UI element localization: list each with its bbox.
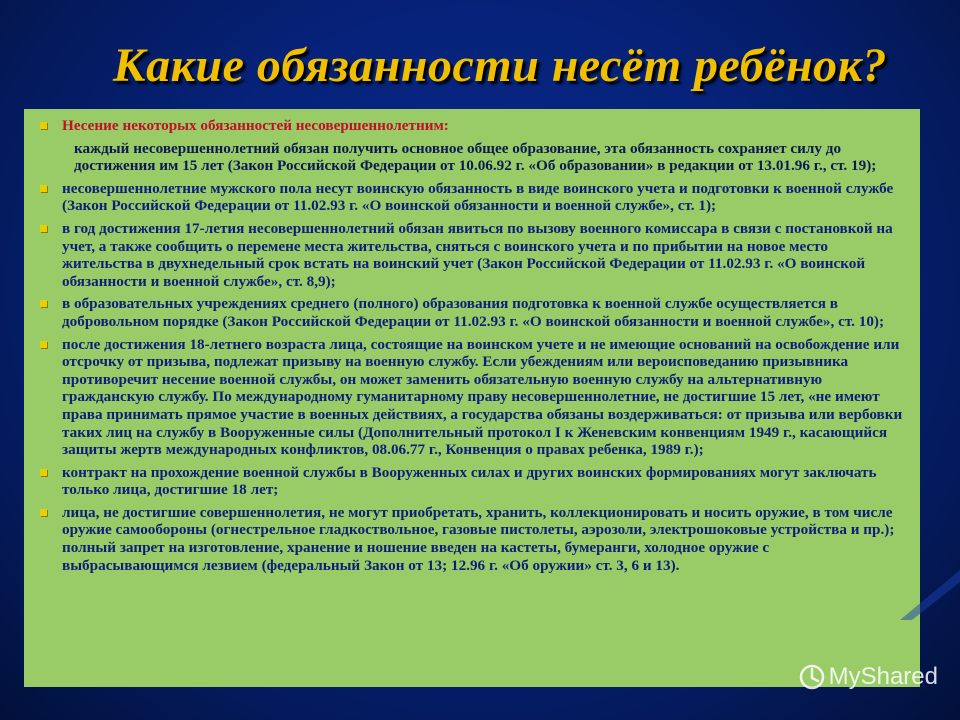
watermark	[799, 660, 938, 694]
list-item	[34, 180, 906, 215]
slide-title: Какие обязанности несёт ребёнок?	[113, 39, 887, 92]
bullet-icon	[40, 341, 47, 348]
list-item	[34, 336, 906, 459]
bullet-icon	[40, 225, 47, 232]
bullet-icon	[40, 122, 47, 129]
bullet-icon	[40, 300, 47, 307]
bullet-icon	[40, 509, 47, 516]
sub-text: каждый несовершеннолетний обязан получить основное общее образование, эта обязанность сохраняет силу до достижения им 15 лет (Закон Российской Федерации от 10.06.92 г. «Об образовании» в редакции от 13.01.96 г., ст. 19);	[74, 139, 877, 175]
intro-text: Несение некоторых обязанностей несовершеннолетним:	[62, 117, 449, 134]
sub-paragraph	[34, 140, 906, 175]
bullet-icon	[40, 185, 47, 192]
list-item-text: в образовательных учреждениях среднего (полного) образования подготовка к военной службе осуществляется в добровольном порядке (Закон Российской Федерации от 11.02.93 г. «О воинской обязанности и военной службе», ст. 10);	[62, 295, 885, 330]
watermark-logo-icon	[799, 664, 825, 690]
list-item-text: в год достижения 17-летия несовершеннолетний обязан явиться по вызову военного комиссара в связи с постановкой на учет, а также сообщить о перемене места жительства, сняться с воинского учета и по прибытии на новое место жительства в двухнедельный срок встать на воинский учет (Закон Российской Федерации от 11.02.93 г. «О воинской обязанности и военной службе», ст. 8,9);	[62, 219, 893, 290]
list-item	[34, 464, 906, 499]
list-item	[34, 504, 906, 574]
list-item-text: несовершеннолетние мужского пола несут воинскую обязанность в виде воинского учета и подготовки к военной службе (Закон Российской Федерации от 11.02.93 г. «О воинской обязанности и военной службе», ст. 1);	[62, 179, 894, 215]
bullet-icon	[40, 469, 47, 476]
list-item	[34, 220, 906, 290]
list-item	[34, 295, 906, 330]
content-box	[24, 109, 920, 687]
list-item-text: контракт на прохождение военной службы в Вооруженных силах и других воинских формированиях могут заключать только лица, достигшие 18 лет;	[62, 463, 877, 499]
watermark-text: MyShared	[828, 663, 938, 690]
list-item-text: после достижения 18-летнего возраста лица, состоящие на воинском учете и не имеющие оснований на освобождение или отсрочку от призыва, подлежат призыву на военную службу. Если убеждениям или вероисповеданию призывника противоречит несение военной службы, он может заменить обязательную военную службу на альтернативную гражданскую службу. По международному гуманитарному праву несовершеннолетние, не достигшие 15 лет, «не имеют права принимать прямое участие в военных действиях, а государства обязаны воздерживаться: от призыва или вербовки таких лиц на службу в Вооруженные силы (Дополнительный протокол I к Женевским конвенциям 1949 г., касающийся защиты жертв международных конфликтов, 08.06.77 г., Конвенция о правах ребенка, 1989 г.);	[62, 335, 903, 459]
intro-item	[34, 117, 906, 135]
decorative-swoosh	[900, 560, 960, 620]
list-item-text: лица, не достигшие совершеннолетия, не могут приобретать, хранить, коллекционировать и носить оружие, в том числе оружие самообороны (огнестрельное гладкоствольное, газовые пистолеты, аэрозоли, электрошоковые устройства и пр.); полный запрет на изготовление, хранение и ношение введен на кастеты, бумеранги, холодное оружие с выбрасывающимся лезвием (федеральный Закон от 13; 12.96 г. «Об оружии» ст. 3, 6 и 13).	[62, 503, 895, 574]
